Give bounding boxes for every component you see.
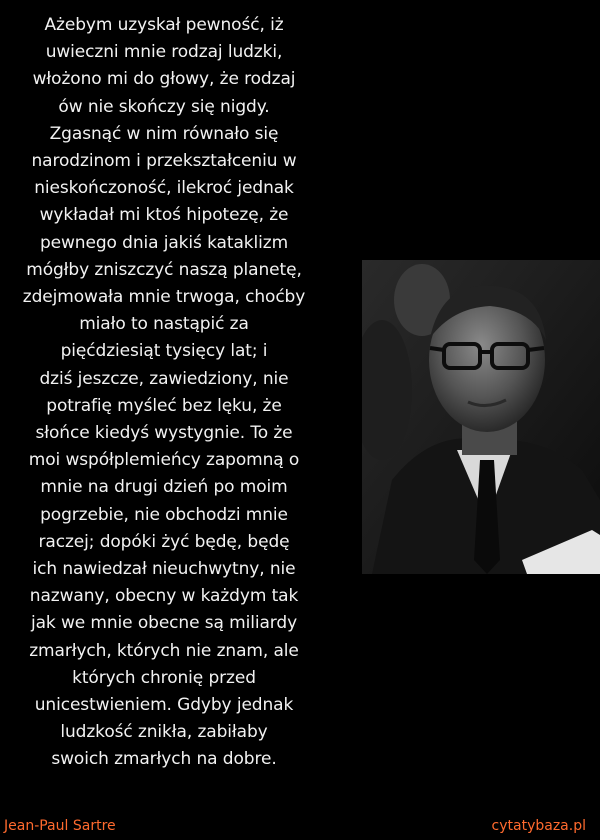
site-link[interactable]: cytatybaza.pl (491, 818, 586, 834)
author-link[interactable]: Jean-Paul Sartre (4, 818, 116, 834)
footer (0, 812, 600, 840)
quote-text: Ażebym uzyskał pewność, iż uwieczni mnie rodzaj ludzki, włożono mi do głowy, że rodzaj ów nie skończy się nigdy. Zgasnąć w nim równało się narodzinom i przekształceniu w nieskończoność, ilekroć jednak wykładał mi ktoś hipotezę, że pewnego dnia jakiś kataklizm mógłby zniszczyć naszą planetę, zdejmowała mnie trwoga, choćby miało to nastąpić za pięćdziesiąt tysięcy lat; i dziś jeszcze, zawiedziony, nie potrafię myśleć bez lęku, że słońce kiedyś wystygnie. To że moi współplemieńcy zapomną o mnie na drugi dzień po moim pogrzebie, nie obchodzi mnie raczej; dopóki żyć będę, będę ich nawiedzał nieuchwytny, nie nazwany, obecny w każdym tak jak we mnie obecne są miliardy zmarłych, których nie znam, ale których chronię przed unicestwieniem. Gdyby jednak ludzkość znikła, zabiłaby swoich zmarłych na dobre. (22, 15, 306, 770)
author-portrait (362, 260, 600, 574)
